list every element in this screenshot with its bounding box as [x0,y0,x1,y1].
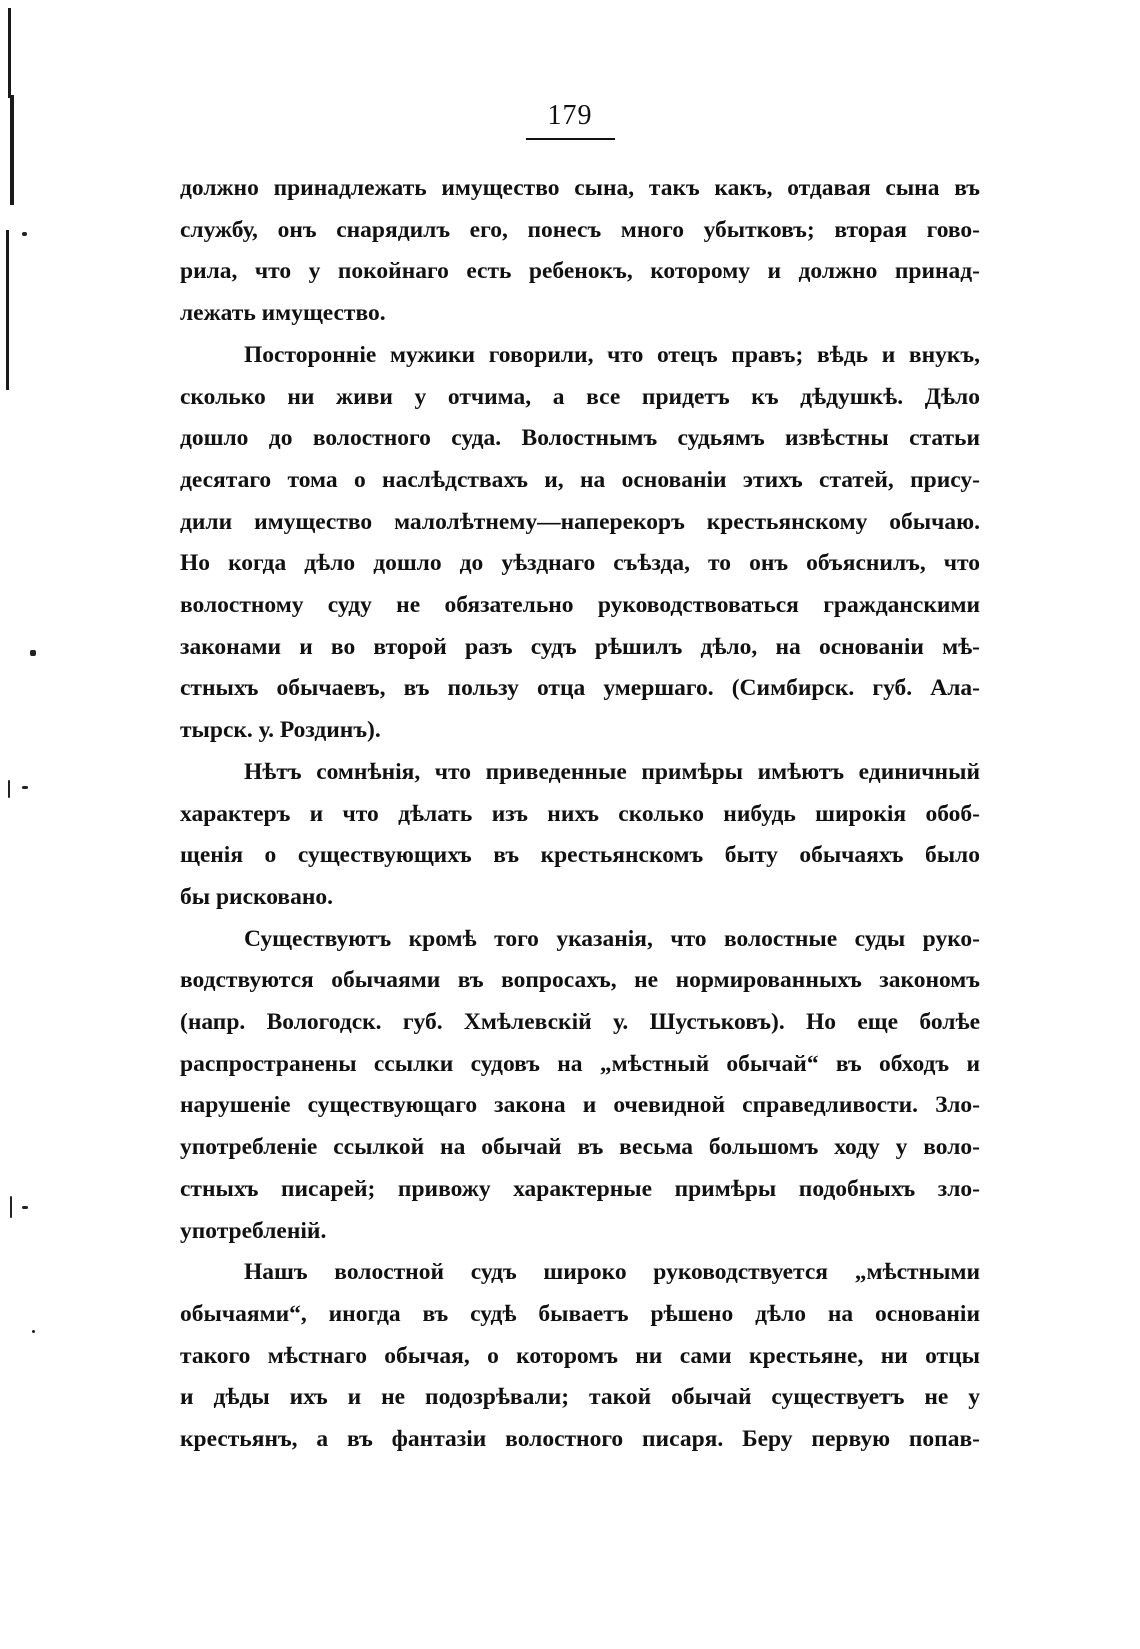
text-line: волостному суду не обязательно руководствоваться гражданскими [180,592,980,619]
body-text [180,168,980,1461]
binding-edge [0,0,40,1649]
paragraph [180,919,980,1253]
text-line: Посторонніе мужики говорили, что отецъ правъ; вѣдь и внукъ, [244,341,980,368]
text-line: сколько ни живи у отчима, а все придетъ къ дѣдушкѣ. Дѣло [180,383,980,410]
page-number-text: 179 [526,100,615,140]
text-line: стныхъ писарей; привожу характерные примѣры подобныхъ зло- [180,1175,980,1202]
text-line: употребленій. [180,1217,327,1244]
text-line: стныхъ обычаевъ, въ пользу отца умершаго. (Симбирск. губ. Ала- [180,675,980,702]
text-line: должно принадлежать имущество сына, такъ какъ, отдавая сына въ [180,175,980,201]
paragraph [180,335,980,752]
text-line: обычаями“, иногда въ судѣ бываетъ рѣшено дѣло на основаніи [180,1300,980,1327]
text-line: Нашъ волостной судъ широко руководствуется „мѣстными [244,1259,980,1286]
text-line: и дѣды ихъ и не подозрѣвали; такой обычай существуетъ не у [180,1384,980,1411]
binding-edge-line [6,230,9,390]
text-line: водствуются обычаями въ вопросахъ, не нормированныхъ закономъ [180,967,980,994]
text-line: крестьянъ, а въ фантазіи волостного писаря. Беру первую попав- [180,1426,980,1453]
text-line: Существуютъ кромѣ того указанія, что волостные суды руко- [244,925,980,952]
paragraph [180,752,980,919]
text-line: дошло до волостного суда. Волостнымъ судьямъ извѣстны статьи [180,425,980,452]
text-line: тырск. у. Роздинъ). [180,717,381,744]
page-number [0,100,1140,140]
binding-edge-mark [22,786,28,789]
text-line: рила, что у покойнаго есть ребенокъ, которому и должно принад- [180,258,980,285]
text-line: нарушеніе существующаго закона и очевидной справедливости. Зло- [180,1092,980,1119]
text-line: десятаго тома о наслѣдствахъ и, на основаніи этихъ статей, прису- [180,466,980,493]
text-line: употребленіе ссылкой на обычай въ весьма большомъ ходу у воло- [180,1134,980,1161]
text-line: распространены ссылки судовъ на „мѣстный обычай“ въ обходъ и [180,1050,980,1077]
text-line: бы рисковано. [180,883,334,910]
text-line: Но когда дѣло дошло до уѣзднаго съѣзда, то онъ объяснилъ, что [180,550,980,577]
binding-edge-mark [22,1206,28,1209]
text-line: Нѣтъ сомнѣнія, что приведенные примѣры имѣютъ единичный [244,758,980,785]
binding-edge-line [8,8,11,98]
text-line: дили имущество малолѣтнему—наперекоръ крестьянскому обычаю. [180,508,980,535]
binding-edge-mark [8,780,10,798]
text-line: щенія о существующихъ въ крестьянскомъ быту обычаяхъ было [180,842,980,869]
text-line: лежать имущество. [180,300,386,327]
binding-edge-mark [30,650,36,656]
binding-edge-mark [32,1330,35,1333]
paragraph [180,1252,980,1461]
text-line: законами и во второй разъ судъ рѣшилъ дѣло, на основаніи мѣ- [180,633,980,660]
text-line: такого мѣстнаго обычая, о которомъ ни сами крестьяне, ни отцы [180,1342,980,1369]
binding-edge-mark [10,1196,12,1218]
text-line: (напр. Вологодск. губ. Хмѣлевскій у. Шустьковъ). Но еще болѣе [180,1009,980,1036]
binding-edge-mark [22,232,27,236]
paragraph [180,168,980,335]
text-line: службу, онъ снарядилъ его, понесъ много убытковъ; вторая гово- [180,216,980,243]
text-line: характеръ и что дѣлать изъ нихъ сколько нибудь широкія обоб- [180,800,980,827]
